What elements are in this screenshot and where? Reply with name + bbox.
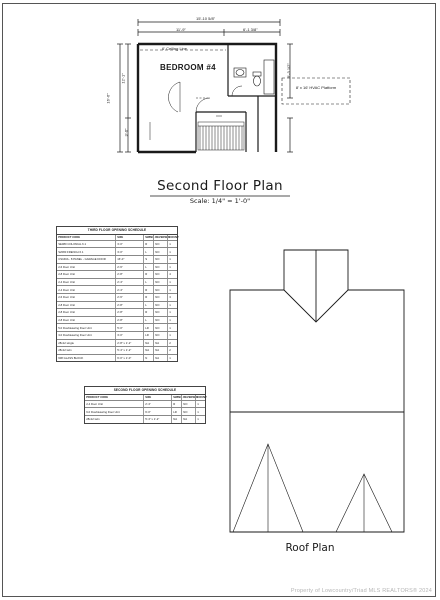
cell-product-code: 2-4 Door Unit [58,287,75,292]
cell-product-code: 2-4 Door Unit [58,280,75,285]
cell-product-code: 2-8 Door Unit [58,310,75,315]
cell-reversed: NO [181,401,195,408]
cell-reversed: NO [153,317,167,324]
cell-product-code: 2-4 Door Unit [86,402,103,407]
col-reversed: REVERSED [181,395,195,400]
cell-swing: LR [143,324,153,331]
dim-left: 11'-9" [176,27,186,32]
cell-count: 1 [167,317,176,324]
cell-product-code: 2-8 Door Unit [58,302,75,307]
cell-reversed: NA [153,347,167,354]
cell-size: 2'-4" [143,401,171,408]
cell-size: 6'-0" x 1'-0" [115,355,143,362]
cell-count: 1 [167,302,176,309]
cell-product-code: 6-0 Doubleswing Door Unit [86,409,120,414]
cell-count: 1 [167,256,176,263]
cell-product-code: SE080 COLONIAL 6.1 [58,242,87,247]
cell-product-code: 5-0 Doubleswing Door Unit [58,325,92,330]
cell-swing: R [143,286,153,293]
cell-product-code: 2-8 Door Unit [58,272,75,277]
cell-count: 1 [195,408,204,415]
cell-reversed: NA [153,355,167,362]
cell-count: 1 [167,355,176,362]
cell-product-code: 608 GLASS BLOCK [58,355,84,360]
cell-reversed: NO [153,294,167,301]
col-size: SIZE [115,235,143,240]
cell-product-code: 2-6 Door Unit [58,264,75,269]
cell-reversed: NO [153,271,167,278]
hvac-note: 8' x 16' HVAC Platform [295,85,337,90]
schedule-title: SECOND FLOOR OPENING SCHEDULE [85,387,205,395]
cell-size: 3'-0" [115,241,143,248]
cell-reversed: NO [153,324,167,331]
cell-size: 2'-6" [115,294,143,301]
cell-count: 1 [167,248,176,255]
cell-size: 2'-8" [115,302,143,309]
cell-swing: L [143,248,153,255]
cell-reversed: NO [153,302,167,309]
cell-size: 5'-4" x 1'-2" [143,416,171,423]
cell-swing: L [143,279,153,286]
cell-reversed: NO [153,332,167,339]
cell-count: 4 [167,271,176,278]
col-product-code: PRODUCT CODE [58,235,80,239]
cell-swing: R [171,401,181,408]
col-count: COUNT [195,395,204,400]
dim-overall: 15'-10 5/8" [196,16,216,21]
cell-count: 1 [167,309,176,316]
cell-reversed: NO [153,256,167,263]
cell-size: 3'-0" [115,248,143,255]
cell-swing: R [143,241,153,248]
cell-size: 16'-0" [115,256,143,263]
cell-count: 1 [195,401,204,408]
cell-swing: R [143,294,153,301]
cell-size: 2'-8" [115,317,143,324]
cell-product-code: 2-8 Door Unit [58,318,75,323]
cell-swing: R [143,309,153,316]
col-reversed: REVERSED [153,235,167,240]
cell-count: 2 [167,340,176,347]
cell-reversed: NO [153,241,167,248]
cell-product-code: 28x12 twin [58,348,72,353]
cell-reversed: NO [181,408,195,415]
room-label-bedroom: BEDROOM #4 [160,63,216,72]
cell-swing: R [143,271,153,278]
cell-count: 1 [167,286,176,293]
dim-bottom: 9'-3 1/2" [285,63,291,78]
cell-product-code: 28x12 twin [86,417,100,422]
cell-reversed: NO [153,264,167,271]
cell-product-code: S2080 FRENCH 6.1 [58,249,84,254]
cell-count: 3 [167,294,176,301]
cell-swing: L [143,264,153,271]
dim-side-a: 12'-1" [120,73,126,84]
cell-swing: L [143,302,153,309]
cell-reversed: NA [153,340,167,347]
cell-swing: NA [143,347,153,354]
cell-count: 1 [195,416,204,423]
cell-swing: LR [171,408,181,415]
cell-size: 5'-4" x 1'-2" [115,347,143,354]
cell-swing: NA [143,340,153,347]
dim-right: 6'-1 3/8" [243,27,258,32]
cell-count: 1 [167,264,176,271]
cell-reversed: NO [153,279,167,286]
cell-swing: LR [143,332,153,339]
cell-swing: N [143,355,153,362]
cell-product-code: 3-0 Doubleswing Door Unit [58,333,92,338]
cell-count: 1 [167,324,176,331]
ceiling-note: 6' Ceiling Line [162,46,188,51]
cell-size: 2'-8" [115,271,143,278]
cell-count: 1 [167,279,176,286]
cell-reversed: NO [153,309,167,316]
cell-size: 2'-4" [115,286,143,293]
cell-size: 6'-0" [143,408,171,415]
cell-product-code: 2-6 Door Unit [58,295,75,300]
schedule-title: THIRD FLOOR OPENING SCHEDULE [57,227,177,235]
roof-plan-title: Roof Plan [285,542,335,554]
col-swing: SWING [143,235,153,240]
dim-side-b: 3'-6" [123,128,129,137]
cell-count: 1 [167,241,176,248]
floor-plan-title: Second Floor Plan [157,178,283,194]
col-swing: SWING [171,395,181,400]
col-count: COUNT [167,235,176,240]
cell-size: 3'-0" [115,332,143,339]
dim-height: 16'-6" [105,93,111,104]
cell-size: 2'-8" [115,309,143,316]
cell-size: 2'-8" x 1'-2" [115,340,143,347]
cell-count: 1 [167,332,176,339]
cell-size: 2'-4" [115,279,143,286]
cell-reversed: NA [181,416,195,423]
cell-swing: NA [171,416,181,423]
cell-product-code: CS160A - 8 PANEL - GARAGE DOOR [58,257,106,262]
cell-swing: L [143,317,153,324]
cell-swing: S [143,256,153,263]
cell-count: 2 [167,347,176,354]
cell-product-code: 28x12 single [58,340,74,345]
cell-size: 2'-6" [115,264,143,271]
col-product-code: PRODUCT CODE [86,395,108,399]
floor-plan-scale: Scale: 1/4" = 1'-0" [189,197,251,205]
cell-reversed: NO [153,286,167,293]
col-size: SIZE [143,395,171,400]
watermark: Property of Lowcountry/Triad MLS REALTORS® 2024 [290,588,432,594]
cell-size: 5'-0" [115,324,143,331]
cell-reversed: NO [153,248,167,255]
